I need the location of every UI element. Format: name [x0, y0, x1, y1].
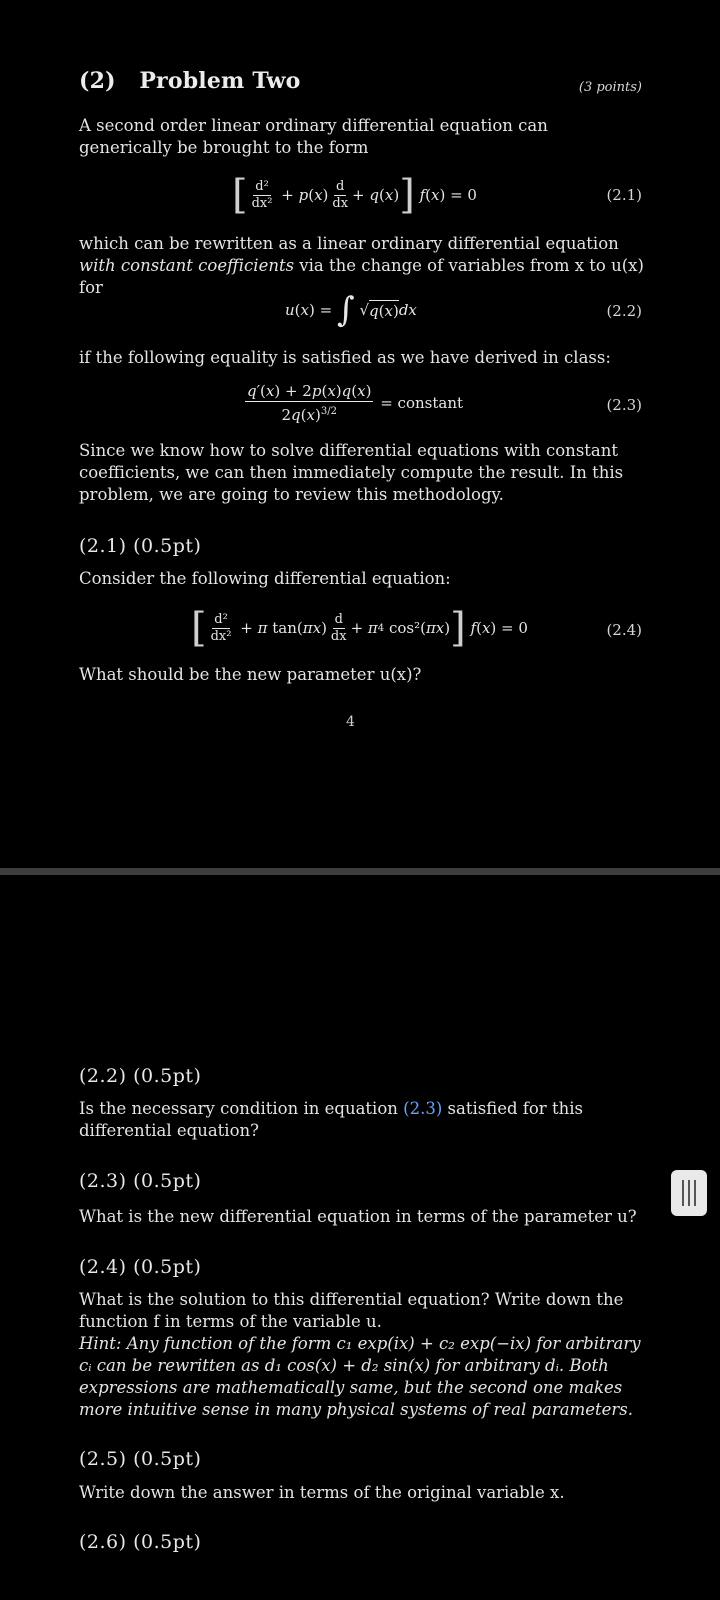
question-2-4-text: What is the solution to this differential equation? Write down the function f in terms of the variable u.: [79, 1290, 624, 1331]
equation-2-4: [ $\frac{\text{d²}}{\text{dx²}}$ + π tan( πx ) $\frac{d}{dx}$ + π 4 cos²( πx ) ] f ( x ) = 0: [191, 605, 528, 651]
equation-number-2-1: (2.1): [606, 186, 642, 204]
question-2-4-heading: (2.4) (0.5pt): [79, 1256, 202, 1278]
question-2-3-heading: (2.3) (0.5pt): [79, 1170, 202, 1192]
question-2-1-intro: Consider the following differential equation:: [79, 569, 451, 588]
question-2-6-heading: (2.6) (0.5pt): [79, 1531, 202, 1553]
equation-2-1: [ $\frac{\text{d²}}{\text{dx²}}$ + p ( x ) $\frac{d}{dx}$ + q ( x ) ] f ( x ) = 0: [232, 172, 477, 218]
constant-label: = constant: [380, 394, 464, 412]
scroll-handle[interactable]: [671, 1170, 707, 1216]
since-paragraph: Since we know how to solve differential equations with constant coefficients, we can then immediately compute the result. In this problem, we are going to review this methodology.: [79, 441, 624, 504]
grip-lines-icon: [682, 1180, 684, 1206]
intro-paragraph: A second order linear ordinary differential equation can generically be brought to the form: [79, 116, 548, 157]
rewrite-paragraph: which can be rewritten as a linear ordinary differential equation with constant coefficients via the change of variables from x to u(x) for: [79, 234, 644, 297]
equation-number-2-2: (2.2): [606, 302, 642, 320]
condition-paragraph: if the following equality is satisfied as we have derived in class:: [79, 348, 611, 367]
question-2-5-heading: (2.5) (0.5pt): [79, 1448, 202, 1470]
page-number: 4: [346, 714, 355, 730]
question-2-2-text: Is the necessary condition in equation (2.3) satisfied for this differential equation?: [79, 1099, 583, 1140]
page-divider: [0, 868, 720, 875]
section-title: Problem Two: [139, 68, 301, 94]
points-label: (3 points): [578, 80, 642, 95]
question-2-4-hint: Hint: Any function of the form c₁ exp(ix) + c₂ exp(−ix) for arbitrary cᵢ can be rewritten as d₁ cos(x) + d₂ sin(x) for arbitrary dᵢ. Both expressions are mathematically same, but the second one makes more intuitive sense in many physical systems of real parameters.: [79, 1334, 641, 1419]
equation-number-2-4: (2.4): [606, 621, 642, 639]
equation-number-2-3: (2.3): [606, 396, 642, 414]
equation-2-2: u ( x ) = ∫ √ q(x) dx: [285, 290, 417, 330]
equation-2-3: $\frac{q'(x) + 2p(x)q(x)}{2q(x)^{3/2}}$ = constant: [247, 382, 464, 424]
question-2-1-text: What should be the new parameter u(x)?: [79, 665, 422, 684]
question-2-2-heading: (2.2) (0.5pt): [79, 1065, 202, 1087]
section-heading: [79, 68, 301, 94]
equation-reference-link[interactable]: (2.3): [403, 1099, 443, 1118]
question-2-5-text: Write down the answer in terms of the original variable x.: [79, 1483, 565, 1502]
question-2-3-text: What is the new differential equation in terms of the parameter u?: [79, 1207, 637, 1226]
question-2-1-heading: (2.1) (0.5pt): [79, 535, 202, 557]
section-number: (2): [79, 68, 116, 94]
